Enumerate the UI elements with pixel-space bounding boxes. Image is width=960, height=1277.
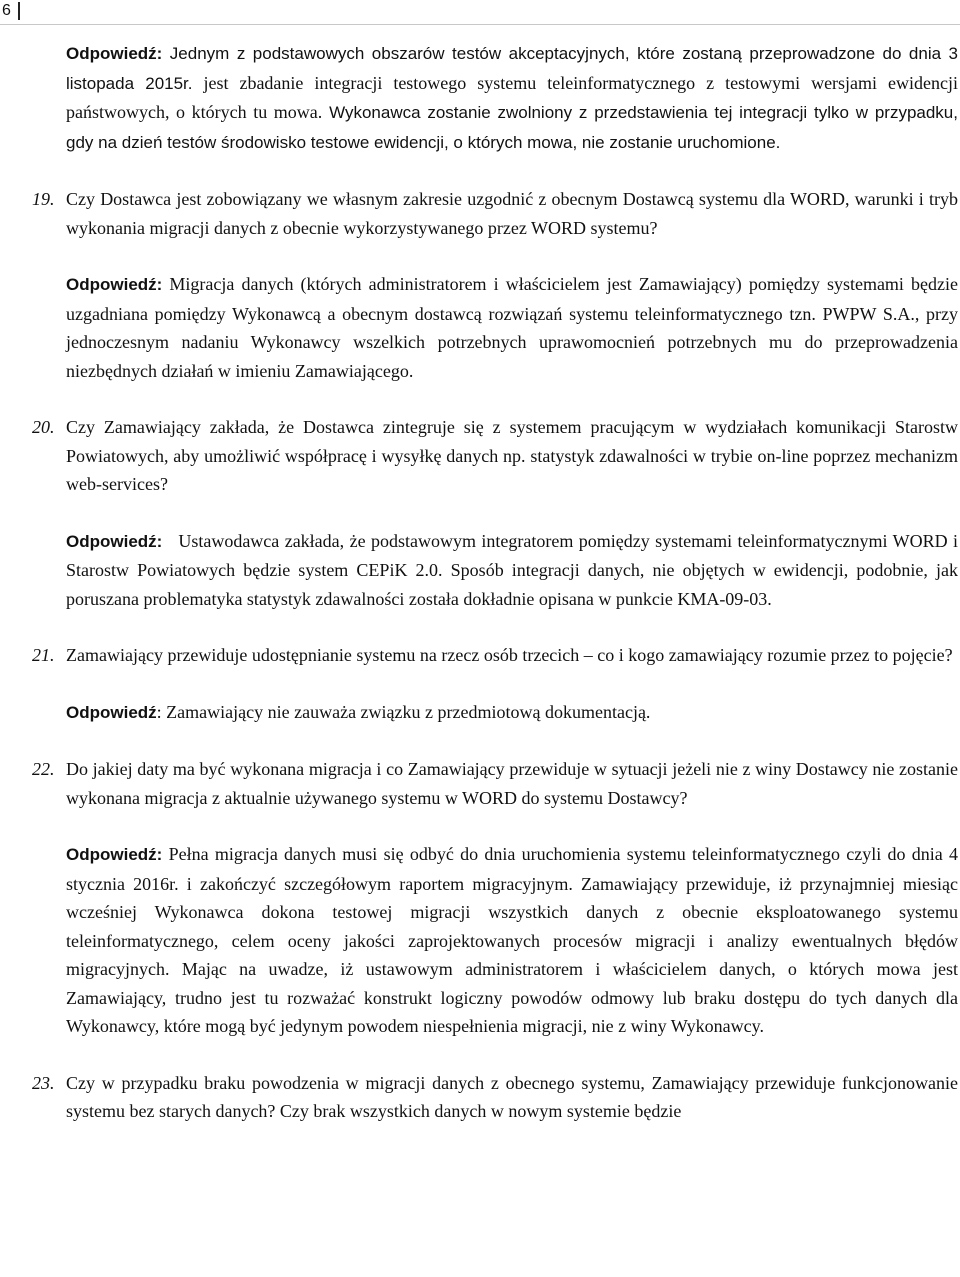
answer-text: Pełna migracja danych musi się odbyć do dnia uruchomienia systemu teleinformatycznego czyli do dnia 4 stycznia 2016r. i zakończyć szczegółowym raportem migracyjnym. Zamawiający przewiduje, iż przynajmniej miesiąc wcześniej Wykonawca dokona testowej migracji wszystkich danych z obecnie eksploatowanego systemu teleinformatycznego, celem oceny jakości zaprojektowanych procesów migracji i analizy ewentualnych błędów migracyjnych. Mając na uwadze, iż ustawowym administratorem i właścicielem danych, o których mowa jest Zamawiający, trudno jest tu rozważać konstrukt logiczny powodów odmowy lub braku dostępu do tych danych dla Wykonawcy, które mogą być jedynym powodem niespełnienia migracji, nie z winy Wykonawcy. xyxy=(66,844,958,1036)
answer-22 xyxy=(66,840,958,1041)
answer-text: jest zbadanie integracji testowego systemu teleinformatycznego z testowymi wersjami ewidencji państwowych, o których tu mowa. xyxy=(66,72,958,122)
question-number: 22. xyxy=(32,759,55,779)
answer-19 xyxy=(66,270,958,385)
header-divider xyxy=(18,2,20,20)
answer-label: Odpowiedź xyxy=(66,702,157,722)
question-text: Zamawiający przewiduje udostępnianie systemu na rzecz osób trzecich – co i kogo zamawiający rozumie przez to pojęcie? xyxy=(66,645,953,665)
answer-text: Jednym z podstawowych obszarów testów akceptacyjnych, które zostaną przeprowadzone do dnia 3 listopada 2015r. xyxy=(66,44,958,93)
question-text: Czy Zamawiający zakłada, że Dostawca zintegruje się z systemem pracującym w wydziałach komunikacji Starostw Powiatowych, aby umożliwić współpracę i wysyłkę danych np. statystyk zdawalności w trybie on-line poprzez mechanizm web-services? xyxy=(66,417,958,494)
question-number: 19. xyxy=(32,189,55,209)
question-text: Czy w przypadku braku powodzenia w migracji danych z obecnego systemu, Zamawiający przewiduje funkcjonowanie systemu bez starych danych? Czy brak wszystkich danych w nowym systemie będzie xyxy=(66,1072,958,1121)
document-body xyxy=(32,39,958,1126)
answer-label: Odpowiedź: xyxy=(66,845,163,864)
question-number: 21. xyxy=(32,645,55,665)
question-number: 20. xyxy=(32,417,55,437)
answer-18 xyxy=(66,39,958,157)
answer-text: Wykonawca zostanie zwolniony z przedstawienia tej integracji tylko w przypadku, gdy na dzień testów środowisko testowe ewidencji, o których mowa, nie zostanie uruchomione. xyxy=(66,103,958,152)
answer-21 xyxy=(66,698,958,728)
answer-text: Migracja danych (których administratorem i właścicielem jest Zamawiający) pomiędzy systemami będzie uzgadniana pomiędzy Wykonawcą a obecnym dostawcą rozwiązań systemu teleinformatycznego tzn. PWPW S.A., przy jednoczesnym nadaniu Wykonawcy wszelkich potrzebnych uprawomocnień potrzebnych mu do przeprowadzenia niezbędnych działań w imieniu Zamawiającego. xyxy=(66,274,958,381)
question-22 xyxy=(32,755,958,812)
question-text: Do jakiej daty ma być wykonana migracja i co Zamawiający przewiduje w sytuacji jeżeli nie z winy Dostawcy nie zostanie wykonana migracja z aktualnie używanego systemu w WORD do systemu Dostawcy? xyxy=(66,759,958,808)
answer-text: : Zamawiający nie zauważa związku z przedmiotową dokumentacją. xyxy=(156,701,651,722)
question-21 xyxy=(32,641,958,670)
page-header xyxy=(0,0,960,25)
answer-text: Ustawodawca zakłada, że podstawowym integratorem pomiędzy systemami teleinformatycznymi WORD i Starostw Powiatowych będzie system CEPiK 2.0. Sposób integracji danych, nie objętych w ewidencji, podobnie, jak poruszana problematyka statystyk zdawalności została dokładnie opisana w punkcie KMA-09-03. xyxy=(66,530,958,609)
question-20 xyxy=(32,413,958,499)
page-number: 6 xyxy=(2,2,11,19)
answer-label: Odpowiedź: xyxy=(66,275,163,294)
answer-20 xyxy=(66,527,958,614)
answer-label: Odpowiedź: xyxy=(66,531,163,551)
question-23 xyxy=(32,1069,958,1126)
question-text: Czy Dostawca jest zobowiązany we własnym zakresie uzgodnić z obecnym Dostawcą systemu dla WORD, warunki i tryb wykonania migracji danych z obecnie wykorzystywanego przez WORD systemu? xyxy=(66,189,958,238)
answer-label: Odpowiedź: xyxy=(66,44,163,63)
question-19 xyxy=(32,185,958,242)
question-number: 23. xyxy=(32,1072,55,1093)
